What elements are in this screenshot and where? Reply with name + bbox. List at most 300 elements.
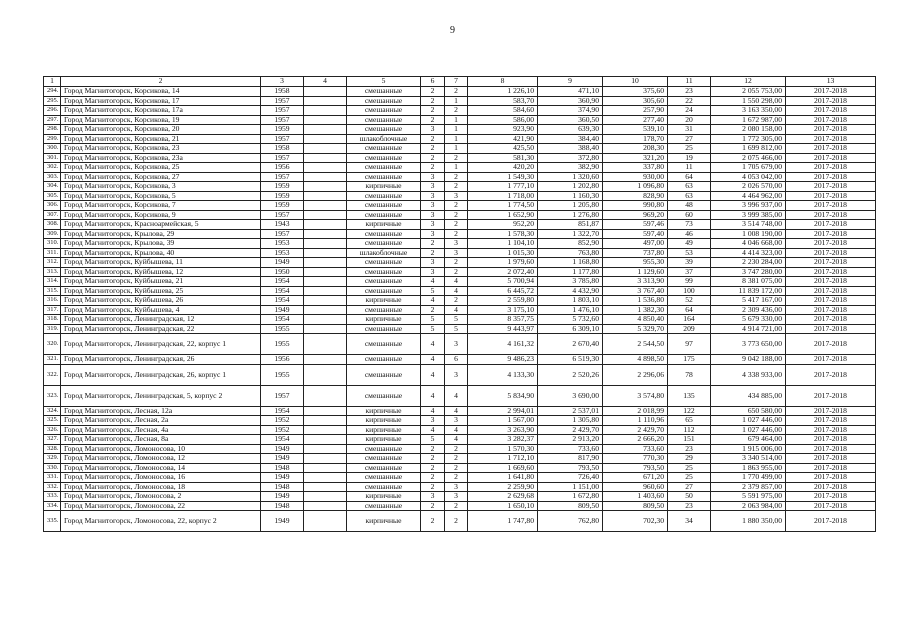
floors-cell: 2	[421, 482, 445, 492]
total-area-cell: 1 104,10	[468, 239, 538, 249]
year-built-cell: 1943	[261, 220, 304, 230]
address-cell: Город Магнитогорск, Ленинградская, 26, корпус 1	[61, 364, 261, 385]
row-index: 309.	[44, 229, 61, 239]
year-built-cell: 1957	[261, 106, 304, 116]
repair-cost-cell: 2 379 857,00	[711, 482, 786, 492]
residents-cell: 49	[668, 239, 711, 249]
year-built-cell: 1955	[261, 334, 304, 355]
entrances-cell: 3	[445, 482, 468, 492]
entrances-cell: 2	[445, 258, 468, 268]
repair-period-cell: 2017-2018	[786, 134, 876, 144]
table-row	[44, 125, 876, 135]
residents-cell: 25	[668, 473, 711, 483]
repair-period-cell: 2017-2018	[786, 482, 876, 492]
housing-registry-table	[43, 76, 876, 532]
area-c-cell: 597,46	[603, 220, 668, 230]
entrances-cell: 1	[445, 125, 468, 135]
repair-period-cell: 2017-2018	[786, 435, 876, 445]
wall-material-cell: кирпичные	[347, 220, 421, 230]
column-4-cell	[304, 163, 347, 173]
area-c-cell: 2 666,20	[603, 435, 668, 445]
area-c-cell: 1 096,80	[603, 182, 668, 192]
column-4-cell	[304, 115, 347, 125]
repair-period-cell: 2017-2018	[786, 416, 876, 426]
residents-cell: 100	[668, 286, 711, 296]
wall-material-cell: смешанные	[347, 210, 421, 220]
total-area-cell: 9 486,23	[468, 355, 538, 365]
total-area-cell: 4 161,32	[468, 334, 538, 355]
area-b-cell: 5 732,60	[538, 315, 603, 325]
area-b-cell: 374,90	[538, 106, 603, 116]
entrances-cell: 5	[445, 315, 468, 325]
repair-period-cell: 2017-2018	[786, 163, 876, 173]
year-built-cell: 1954	[261, 435, 304, 445]
row-index: 335.	[44, 511, 61, 532]
repair-cost-cell: 3 999 385,00	[711, 210, 786, 220]
entrances-cell: 2	[445, 473, 468, 483]
address-cell: Город Магнитогорск, Крылова, 40	[61, 248, 261, 258]
address-cell: Город Магнитогорск, Ломоносова, 16	[61, 473, 261, 483]
repair-period-cell: 2017-2018	[786, 220, 876, 230]
area-b-cell: 1 202,80	[538, 182, 603, 192]
total-area-cell: 1 774,50	[468, 201, 538, 211]
wall-material-cell: кирпичные	[347, 425, 421, 435]
address-cell: Город Магнитогорск, Корсикова, 27	[61, 172, 261, 182]
wall-material-cell: смешанные	[347, 87, 421, 97]
entrances-cell: 4	[445, 425, 468, 435]
year-built-cell: 1958	[261, 144, 304, 154]
repair-cost-cell: 3 514 748,00	[711, 220, 786, 230]
year-built-cell: 1949	[261, 258, 304, 268]
total-area-cell: 1 718,00	[468, 191, 538, 201]
area-b-cell: 1 322,70	[538, 229, 603, 239]
repair-cost-cell: 1 770 499,00	[711, 473, 786, 483]
column-4-cell	[304, 454, 347, 464]
total-area-cell: 420,20	[468, 163, 538, 173]
floors-cell: 3	[421, 210, 445, 220]
repair-cost-cell: 5 417 167,00	[711, 296, 786, 306]
wall-material-cell: смешанные	[347, 334, 421, 355]
column-4-cell	[304, 96, 347, 106]
area-c-cell: 2 296,06	[603, 364, 668, 385]
repair-period-cell: 2017-2018	[786, 87, 876, 97]
row-index: 324.	[44, 406, 61, 416]
table-row	[44, 296, 876, 306]
table-row	[44, 315, 876, 325]
year-built-cell: 1959	[261, 201, 304, 211]
row-index: 321.	[44, 355, 61, 365]
residents-cell: 31	[668, 125, 711, 135]
address-cell: Город Магнитогорск, Ломоносова, 18	[61, 482, 261, 492]
total-area-cell: 583,70	[468, 96, 538, 106]
repair-period-cell: 2017-2018	[786, 96, 876, 106]
total-area-cell: 1 747,80	[468, 511, 538, 532]
wall-material-cell: кирпичные	[347, 416, 421, 426]
column-header-12: 12	[711, 77, 786, 87]
row-index: 326.	[44, 425, 61, 435]
year-built-cell: 1957	[261, 229, 304, 239]
residents-cell: 99	[668, 277, 711, 287]
floors-cell: 2	[421, 96, 445, 106]
address-cell: Город Магнитогорск, Лесная, 2а	[61, 416, 261, 426]
total-area-cell: 1 979,60	[468, 258, 538, 268]
entrances-cell: 2	[445, 87, 468, 97]
area-c-cell: 793,50	[603, 463, 668, 473]
residents-cell: 29	[668, 454, 711, 464]
area-b-cell: 2 913,20	[538, 435, 603, 445]
area-c-cell: 3 313,90	[603, 277, 668, 287]
column-header-11: 11	[668, 77, 711, 87]
entrances-cell: 3	[445, 416, 468, 426]
residents-cell: 209	[668, 324, 711, 334]
residents-cell: 164	[668, 315, 711, 325]
wall-material-cell: смешанные	[347, 286, 421, 296]
area-c-cell: 375,60	[603, 87, 668, 97]
repair-cost-cell: 2 063 984,00	[711, 501, 786, 511]
repair-period-cell: 2017-2018	[786, 385, 876, 406]
floors-cell: 3	[421, 492, 445, 502]
residents-cell: 11	[668, 163, 711, 173]
year-built-cell: 1956	[261, 355, 304, 365]
floors-cell: 2	[421, 163, 445, 173]
area-b-cell: 372,80	[538, 153, 603, 163]
address-cell: Город Магнитогорск, Корсикова, 17а	[61, 106, 261, 116]
floors-cell: 5	[421, 286, 445, 296]
column-header-8: 8	[468, 77, 538, 87]
repair-period-cell: 2017-2018	[786, 144, 876, 154]
area-c-cell: 702,30	[603, 511, 668, 532]
repair-cost-cell: 1 772 305,00	[711, 134, 786, 144]
floors-cell: 3	[421, 191, 445, 201]
area-b-cell: 1 177,80	[538, 267, 603, 277]
area-b-cell: 1 160,30	[538, 191, 603, 201]
entrances-cell: 3	[445, 191, 468, 201]
residents-cell: 64	[668, 305, 711, 315]
floors-cell: 2	[421, 248, 445, 258]
floors-cell: 2	[421, 153, 445, 163]
table-row	[44, 210, 876, 220]
total-area-cell: 581,30	[468, 153, 538, 163]
repair-cost-cell: 1 863 955,00	[711, 463, 786, 473]
row-index: 330.	[44, 463, 61, 473]
area-b-cell: 1 205,80	[538, 201, 603, 211]
address-cell: Город Магнитогорск, Ломоносова, 10	[61, 444, 261, 454]
address-cell: Город Магнитогорск, Ломоносова, 2	[61, 492, 261, 502]
area-b-cell: 6 309,10	[538, 324, 603, 334]
area-c-cell: 1 129,60	[603, 267, 668, 277]
table-row	[44, 163, 876, 173]
entrances-cell: 2	[445, 106, 468, 116]
table-row	[44, 115, 876, 125]
total-area-cell: 425,50	[468, 144, 538, 154]
area-c-cell: 1 403,60	[603, 492, 668, 502]
table-row	[44, 334, 876, 355]
year-built-cell: 1954	[261, 286, 304, 296]
repair-cost-cell: 4 338 933,00	[711, 364, 786, 385]
address-cell: Город Магнитогорск, Корсикова, 19	[61, 115, 261, 125]
entrances-cell: 3	[445, 248, 468, 258]
floors-cell: 4	[421, 296, 445, 306]
wall-material-cell: смешанные	[347, 125, 421, 135]
area-b-cell: 384,40	[538, 134, 603, 144]
row-index: 307.	[44, 210, 61, 220]
wall-material-cell: кирпичные	[347, 435, 421, 445]
area-c-cell: 1 382,30	[603, 305, 668, 315]
residents-cell: 20	[668, 115, 711, 125]
wall-material-cell: смешанные	[347, 324, 421, 334]
repair-period-cell: 2017-2018	[786, 444, 876, 454]
repair-period-cell: 2017-2018	[786, 172, 876, 182]
area-c-cell: 990,80	[603, 201, 668, 211]
year-built-cell: 1952	[261, 416, 304, 426]
column-4-cell	[304, 355, 347, 365]
area-b-cell: 852,90	[538, 239, 603, 249]
address-cell: Город Магнитогорск, Корсикова, 21	[61, 134, 261, 144]
row-index: 322.	[44, 364, 61, 385]
repair-cost-cell: 1 915 006,00	[711, 444, 786, 454]
repair-cost-cell: 3 996 937,00	[711, 201, 786, 211]
address-cell: Город Магнитогорск, Корсикова, 23а	[61, 153, 261, 163]
area-c-cell: 671,20	[603, 473, 668, 483]
area-c-cell: 5 329,70	[603, 324, 668, 334]
floors-cell: 2	[421, 106, 445, 116]
wall-material-cell: смешанные	[347, 463, 421, 473]
row-index: 325.	[44, 416, 61, 426]
address-cell: Город Магнитогорск, Ленинградская, 22	[61, 324, 261, 334]
address-cell: Город Магнитогорск, Корсикова, 5	[61, 191, 261, 201]
area-c-cell: 3 574,80	[603, 385, 668, 406]
entrances-cell: 3	[445, 239, 468, 249]
wall-material-cell: кирпичные	[347, 406, 421, 416]
residents-cell: 78	[668, 364, 711, 385]
total-area-cell: 1 570,30	[468, 444, 538, 454]
row-index: 329.	[44, 454, 61, 464]
column-4-cell	[304, 210, 347, 220]
address-cell: Город Магнитогорск, Куйбышева, 21	[61, 277, 261, 287]
residents-cell: 23	[668, 444, 711, 454]
column-4-cell	[304, 315, 347, 325]
total-area-cell: 8 357,75	[468, 315, 538, 325]
row-index: 319.	[44, 324, 61, 334]
table-row	[44, 134, 876, 144]
table-row	[44, 444, 876, 454]
area-c-cell: 2 018,99	[603, 406, 668, 416]
floors-cell: 4	[421, 425, 445, 435]
row-index: 328.	[44, 444, 61, 454]
wall-material-cell: смешанные	[347, 172, 421, 182]
residents-cell: 97	[668, 334, 711, 355]
year-built-cell: 1949	[261, 305, 304, 315]
floors-cell: 2	[421, 463, 445, 473]
total-area-cell: 1 669,60	[468, 463, 538, 473]
row-index: 318.	[44, 315, 61, 325]
row-index: 312.	[44, 258, 61, 268]
area-c-cell: 539,10	[603, 125, 668, 135]
table-row	[44, 172, 876, 182]
repair-period-cell: 2017-2018	[786, 201, 876, 211]
table-row	[44, 286, 876, 296]
row-index: 306.	[44, 201, 61, 211]
row-index: 301.	[44, 153, 61, 163]
column-4-cell	[304, 87, 347, 97]
entrances-cell: 2	[445, 182, 468, 192]
repair-cost-cell: 8 381 075,00	[711, 277, 786, 287]
row-index: 298.	[44, 125, 61, 135]
residents-cell: 112	[668, 425, 711, 435]
residents-cell: 53	[668, 248, 711, 258]
floors-cell: 2	[421, 239, 445, 249]
wall-material-cell: кирпичные	[347, 296, 421, 306]
column-4-cell	[304, 220, 347, 230]
repair-cost-cell: 11 839 172,00	[711, 286, 786, 296]
floors-cell: 2	[421, 444, 445, 454]
row-index: 313.	[44, 267, 61, 277]
wall-material-cell: кирпичные	[347, 511, 421, 532]
year-built-cell: 1949	[261, 444, 304, 454]
wall-material-cell: смешанные	[347, 115, 421, 125]
column-4-cell	[304, 248, 347, 258]
area-c-cell: 2 429,70	[603, 425, 668, 435]
table-row	[44, 355, 876, 365]
area-b-cell: 639,30	[538, 125, 603, 135]
total-area-cell: 586,00	[468, 115, 538, 125]
column-header-2: 2	[61, 77, 261, 87]
column-4-cell	[304, 134, 347, 144]
column-4-cell	[304, 296, 347, 306]
floors-cell: 4	[421, 277, 445, 287]
address-cell: Город Магнитогорск, Ломоносова, 22	[61, 501, 261, 511]
residents-cell: 25	[668, 144, 711, 154]
row-index: 296.	[44, 106, 61, 116]
residents-cell: 39	[668, 258, 711, 268]
wall-material-cell: смешанные	[347, 258, 421, 268]
year-built-cell: 1948	[261, 463, 304, 473]
year-built-cell: 1949	[261, 454, 304, 464]
floors-cell: 2	[421, 305, 445, 315]
table-row	[44, 229, 876, 239]
entrances-cell: 2	[445, 454, 468, 464]
column-header-5: 5	[347, 77, 421, 87]
residents-cell: 27	[668, 134, 711, 144]
floors-cell: 4	[421, 364, 445, 385]
row-index: 302.	[44, 163, 61, 173]
repair-cost-cell: 2 055 753,00	[711, 87, 786, 97]
repair-period-cell: 2017-2018	[786, 511, 876, 532]
repair-period-cell: 2017-2018	[786, 355, 876, 365]
address-cell: Город Магнитогорск, Ломоносова, 12	[61, 454, 261, 464]
entrances-cell: 2	[445, 172, 468, 182]
area-b-cell: 809,50	[538, 501, 603, 511]
table-row	[44, 454, 876, 464]
year-built-cell: 1953	[261, 239, 304, 249]
residents-cell: 23	[668, 87, 711, 97]
table-row	[44, 239, 876, 249]
floors-cell: 3	[421, 267, 445, 277]
table-row	[44, 425, 876, 435]
residents-cell: 22	[668, 96, 711, 106]
year-built-cell: 1949	[261, 473, 304, 483]
residents-cell: 63	[668, 191, 711, 201]
wall-material-cell: кирпичные	[347, 492, 421, 502]
row-index: 323.	[44, 385, 61, 406]
table-row	[44, 385, 876, 406]
column-4-cell	[304, 258, 347, 268]
residents-cell: 25	[668, 463, 711, 473]
row-index: 294.	[44, 87, 61, 97]
repair-cost-cell: 4 464 962,00	[711, 191, 786, 201]
floors-cell: 3	[421, 258, 445, 268]
floors-cell: 3	[421, 220, 445, 230]
column-4-cell	[304, 406, 347, 416]
repair-cost-cell: 679 464,00	[711, 435, 786, 445]
total-area-cell: 1 226,10	[468, 87, 538, 97]
row-index: 297.	[44, 115, 61, 125]
column-4-cell	[304, 364, 347, 385]
total-area-cell: 9 443,97	[468, 324, 538, 334]
area-c-cell: 1 536,80	[603, 296, 668, 306]
repair-period-cell: 2017-2018	[786, 277, 876, 287]
area-b-cell: 726,40	[538, 473, 603, 483]
residents-cell: 60	[668, 210, 711, 220]
repair-period-cell: 2017-2018	[786, 106, 876, 116]
wall-material-cell: смешанные	[347, 444, 421, 454]
residents-cell: 122	[668, 406, 711, 416]
address-cell: Город Магнитогорск, Крылова, 39	[61, 239, 261, 249]
repair-cost-cell: 1 672 987,00	[711, 115, 786, 125]
repair-cost-cell: 3 163 350,00	[711, 106, 786, 116]
wall-material-cell: смешанные	[347, 163, 421, 173]
area-c-cell: 955,30	[603, 258, 668, 268]
entrances-cell: 2	[445, 444, 468, 454]
total-area-cell: 584,60	[468, 106, 538, 116]
year-built-cell: 1957	[261, 153, 304, 163]
area-b-cell: 1 320,60	[538, 172, 603, 182]
year-built-cell: 1956	[261, 163, 304, 173]
row-index: 310.	[44, 239, 61, 249]
year-built-cell: 1957	[261, 134, 304, 144]
repair-period-cell: 2017-2018	[786, 115, 876, 125]
address-cell: Город Магнитогорск, Куйбышева, 26	[61, 296, 261, 306]
repair-period-cell: 2017-2018	[786, 473, 876, 483]
area-b-cell: 2 520,26	[538, 364, 603, 385]
area-c-cell: 960,60	[603, 482, 668, 492]
floors-cell: 4	[421, 406, 445, 416]
area-b-cell: 1 803,10	[538, 296, 603, 306]
floors-cell: 2	[421, 134, 445, 144]
area-c-cell: 828,90	[603, 191, 668, 201]
table-row	[44, 267, 876, 277]
residents-cell: 52	[668, 296, 711, 306]
row-index: 332.	[44, 482, 61, 492]
table-row	[44, 482, 876, 492]
area-b-cell: 388,40	[538, 144, 603, 154]
page-number: 9	[450, 25, 455, 36]
entrances-cell: 3	[445, 492, 468, 502]
year-built-cell: 1959	[261, 182, 304, 192]
total-area-cell: 1 777,10	[468, 182, 538, 192]
area-b-cell: 360,90	[538, 96, 603, 106]
year-built-cell: 1954	[261, 296, 304, 306]
residents-cell: 63	[668, 182, 711, 192]
repair-period-cell: 2017-2018	[786, 210, 876, 220]
repair-cost-cell: 5 591 975,00	[711, 492, 786, 502]
year-built-cell: 1955	[261, 364, 304, 385]
area-b-cell: 1 168,80	[538, 258, 603, 268]
column-4-cell	[304, 125, 347, 135]
residents-cell: 65	[668, 416, 711, 426]
table-row	[44, 305, 876, 315]
area-c-cell: 809,50	[603, 501, 668, 511]
